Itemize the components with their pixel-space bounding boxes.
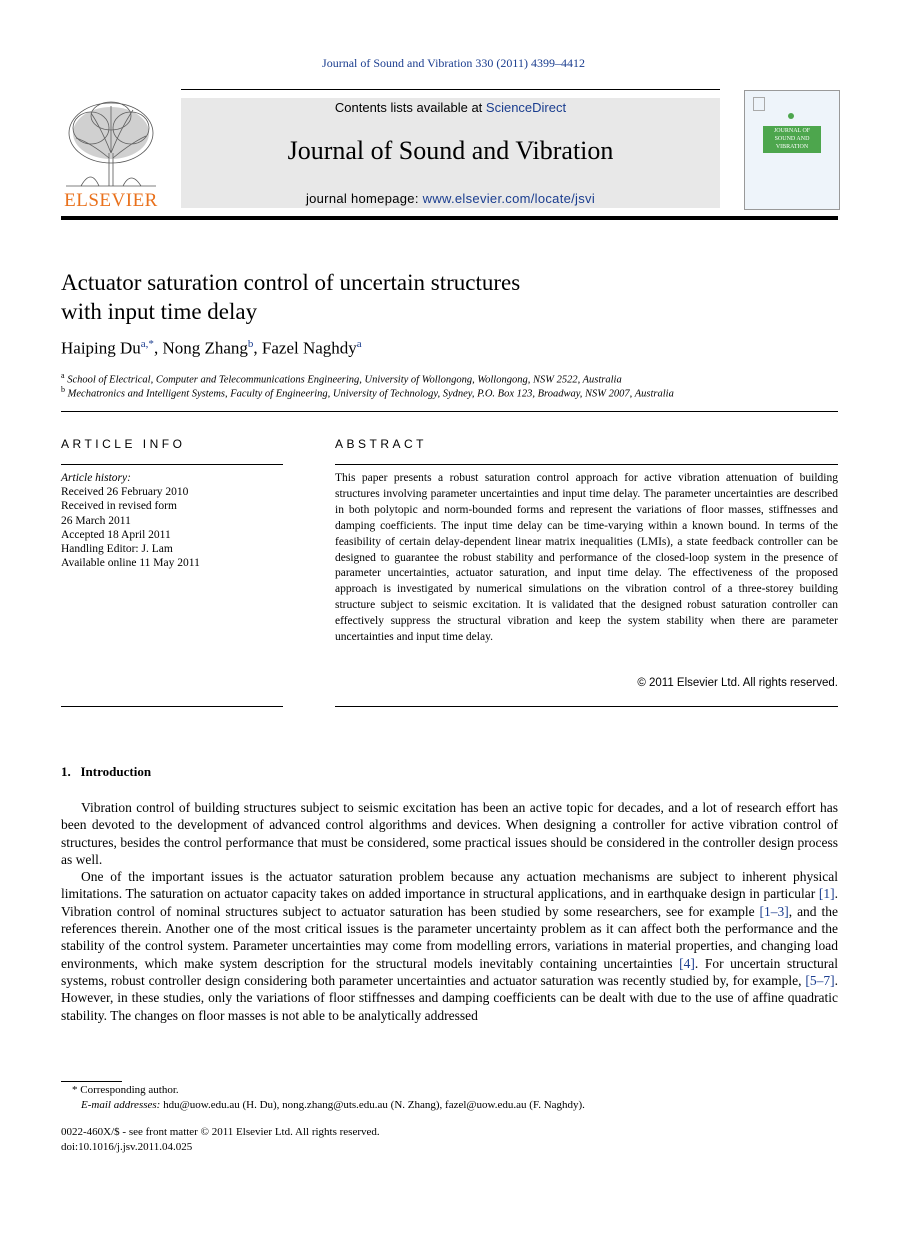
footnote-rule: [61, 1081, 122, 1082]
affiliation-text: School of Electrical, Computer and Telecommunications Engineering, University of Wollongong, Wollongong, NSW 2522, Australia: [67, 374, 622, 386]
author-affiliation-mark[interactable]: a,*: [140, 338, 154, 350]
article-title: [61, 268, 761, 326]
elsevier-logo[interactable]: [61, 98, 161, 210]
affiliation-rule: [61, 411, 838, 412]
contents-line: [181, 100, 720, 115]
author-name[interactable]: Haiping Du: [61, 338, 141, 358]
email-label: E-mail addresses:: [81, 1099, 161, 1111]
author-separator: ,: [253, 338, 262, 358]
cover-mark-icon: [753, 97, 765, 111]
history-label: Article history:: [61, 472, 131, 484]
email-addresses: [81, 1099, 585, 1111]
history-item: Accepted 18 April 2011: [61, 528, 171, 541]
history-item: Handling Editor: J. Lam: [61, 543, 173, 556]
section-heading-introduction: 1. Introduction: [61, 764, 152, 779]
affiliation: [61, 385, 674, 400]
cover-title-line: SOUND AND: [774, 136, 810, 142]
history-item: Received in revised form: [61, 500, 177, 513]
affiliation-mark: a: [61, 371, 65, 380]
citation-link[interactable]: [1]: [818, 886, 835, 902]
article-info-heading: ARTICLE INFO: [61, 437, 186, 451]
author-separator: ,: [153, 338, 163, 358]
journal-cover-thumbnail[interactable]: [744, 90, 840, 210]
abstract-bottom-rule: [335, 706, 838, 707]
body-text: [61, 799, 838, 1024]
text-run: . For uncertain structural systems, robust controller design considering both parameter uncertainties and actuator saturation was recently studied by, for example,: [61, 955, 838, 988]
history-item: 26 March 2011: [61, 514, 131, 527]
elsevier-tree-icon: [61, 98, 161, 188]
journal-title: Journal of Sound and Vibration: [287, 136, 614, 165]
history-item: Received 26 February 2010: [61, 486, 189, 499]
abstract-copyright: © 2011 Elsevier Ltd. All rights reserved.: [637, 677, 838, 689]
cover-title: [763, 127, 821, 151]
author-name[interactable]: Fazel Naghdy: [261, 338, 357, 358]
article-info-bottom-rule: [61, 706, 283, 707]
paragraph: [61, 868, 838, 1024]
header-thick-rule: [61, 216, 838, 220]
paragraph: Vibration control of building structures subject to seismic excitation has been an active topic for decades, and a lot of research effort has been devoted to the development of advanced control algorithms and devices. When designing a controller for active vibration control of structures, besides the control performance that must be considered, some practical issues should be considered in the controller design process as well.: [61, 800, 838, 867]
text-run: . Vibration control of nominal structures subject to actuator saturation has been studied by some researchers, see for example: [61, 886, 838, 919]
publisher-wordmark: ELSEVIER: [64, 190, 158, 211]
citation-link[interactable]: [5–7]: [805, 972, 835, 988]
homepage-prefix: journal homepage:: [305, 191, 423, 206]
banner-top-rule: [181, 89, 720, 90]
corresponding-author-note: * Corresponding author.: [72, 1084, 179, 1096]
abstract-rule: [335, 464, 838, 465]
journal-banner: [181, 98, 720, 208]
author-name[interactable]: Nong Zhang: [162, 338, 248, 358]
homepage-link[interactable]: www.elsevier.com/locate/jsvi: [422, 191, 596, 206]
cover-title-line: JOURNAL OF: [773, 128, 811, 134]
doi-line[interactable]: doi:10.1016/j.jsv.2011.04.025: [61, 1141, 193, 1153]
cover-dot-icon: [788, 113, 794, 119]
article-info-rule: [61, 464, 283, 465]
contents-prefix: Contents lists available at: [334, 100, 486, 115]
cover-title-line: VIBRATION: [775, 144, 809, 150]
affiliation-mark: b: [61, 385, 65, 394]
abstract-heading: ABSTRACT: [335, 437, 428, 451]
text-run: , and the references therein. Another one of the most critical issues is the parameter uncertainty problem as it can affect both the performance and the stability of the control system. Parameter uncertainties may come from modelling errors, variations in material properties, and changing load environments, which make system description for the structural models inevitably containing uncertainties: [61, 903, 838, 971]
article-title-line: with input time delay: [61, 299, 258, 324]
homepage-line: [181, 191, 720, 206]
email-list[interactable]: hdu@uow.edu.au (H. Du), nong.zhang@uts.edu.au (N. Zhang), fazel@uow.edu.au (F. Naghdy).: [163, 1099, 585, 1111]
abstract-text: This paper presents a robust saturation control approach for active vibration attenuation of building structures involving parameter uncertainties and input time delay. The parameter uncertainties are described in both polytopic and norm-bounded forms and represent the variations of floor masses, stiffnesses and damping coefficients. The input time delay can be time-varying within a known bound. In terms of the feasibility of certain delay-dependent linear matrix inequalities (LMIs), a state feedback controller can be designed to guarantee the robust stability and performance of the closed-loop system in the presence of parameter uncertainties, actuator saturation, and input time delay. The effectiveness of the proposed approach is investigated by numerical simulations on the vibration control of a three-storey building structure subject to seismic excitation. It is validated that the designed robust saturation controller can effectively suppress the structural vibration and keep the system stability when there are parameter uncertainties and input time delay.: [335, 472, 838, 644]
affiliation: [61, 371, 622, 386]
text-run: . However, in these studies, only the variations of floor stiffnesses and damping coefficients can be dealt with due to the use of affine quadratic stability. The changes on floor masses is not able to be analytically addressed: [61, 972, 838, 1023]
affiliation-text: Mechatronics and Intelligent Systems, Faculty of Engineering, University of Technology, Sydney, P.O. Box 123, Broadway, NSW 2007, Australia: [67, 388, 674, 400]
article-title-line: Actuator saturation control of uncertain structures: [61, 270, 521, 295]
author-affiliation-mark[interactable]: a: [356, 338, 362, 350]
sciencedirect-link[interactable]: ScienceDirect: [485, 100, 567, 115]
text-run: One of the important issues is the actuator saturation problem because any actuation mechanisms are subject to inherent physical limitations. The saturation on actuator capacity takes on added importance in structural applications, and in earthquake design in particular: [61, 869, 838, 902]
issn-line: 0022-460X/$ - see front matter © 2011 Elsevier Ltd. All rights reserved.: [61, 1126, 380, 1138]
journal-reference[interactable]: Journal of Sound and Vibration 330 (2011) 4399–4412: [322, 56, 585, 70]
history-item: Available online 11 May 2011: [61, 557, 200, 570]
citation-link[interactable]: [1–3]: [759, 903, 789, 919]
author-affiliation-mark[interactable]: b: [247, 338, 254, 350]
author-list: [61, 338, 362, 359]
citation-link[interactable]: [4]: [679, 955, 695, 971]
article-history: [61, 471, 283, 570]
